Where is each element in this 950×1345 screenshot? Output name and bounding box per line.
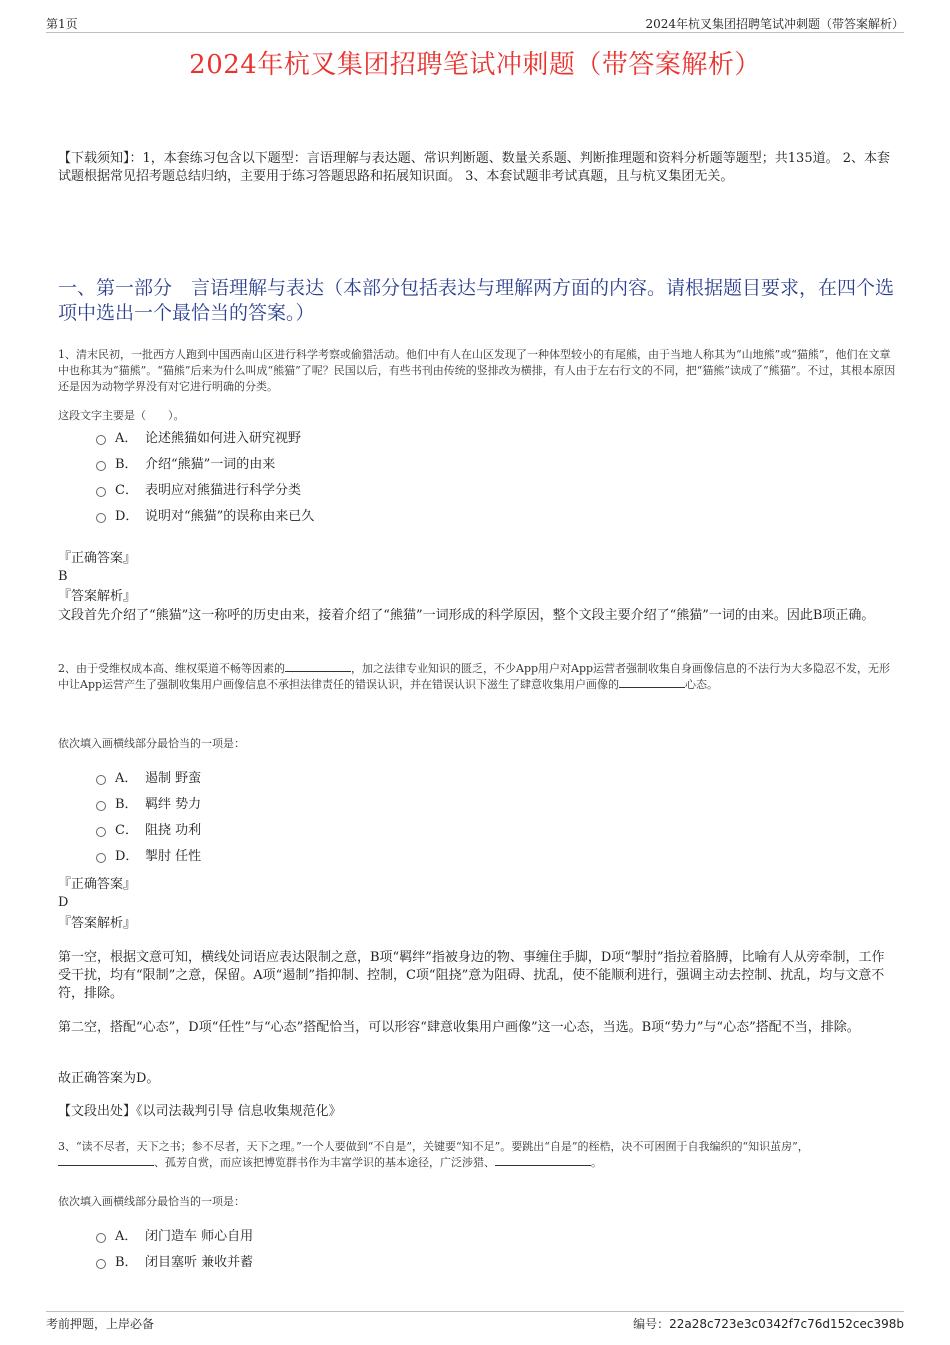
fill-blank bbox=[285, 671, 351, 672]
footer-slogan: 考前押题，上岸必备 bbox=[46, 1317, 155, 1331]
radio-button[interactable] bbox=[96, 853, 106, 863]
radio-button[interactable] bbox=[96, 513, 106, 523]
question-1-analysis-label: 『答案解析』 bbox=[58, 589, 137, 604]
question-2-analysis-label: 『答案解析』 bbox=[58, 916, 137, 931]
question-2-source: 【文段出处】《以司法裁判引导 信息收集规范化》 bbox=[58, 1104, 342, 1119]
radio-button[interactable] bbox=[96, 461, 106, 471]
fill-blank bbox=[495, 1165, 591, 1166]
radio-button[interactable] bbox=[96, 435, 106, 445]
download-notice: 【下载须知】：1，本套练习包含以下题型：言语理解与表达题、常识判断题、数量关系题、判断推理题和资料分析题等题型；共135道。 2、本套试题根据常见招考题总结归纳，主要用于练习答题思路和拓展知识面。 3、本套试题非考试真题，且与杭叉集团无关。 bbox=[58, 151, 890, 184]
question-2-prompt: 依次填入画横线部分最恰当的一项是： bbox=[58, 737, 245, 750]
question-2-answer: D bbox=[58, 895, 69, 910]
page-title: 2024年杭叉集团招聘笔试冲刺题（带答案解析） bbox=[189, 50, 761, 80]
radio-button[interactable] bbox=[96, 487, 106, 497]
page-number: 第1页 bbox=[46, 17, 78, 31]
question-1-answer-label: 『正确答案』 bbox=[58, 551, 137, 566]
fill-blank bbox=[58, 1165, 154, 1166]
footer-code: 编号：22a28c723e3c0342f7c76d152cec398b bbox=[633, 1317, 904, 1331]
question-1-text: 1、清末民初，一批西方人跑到中国西南山区进行科学考察或偷猎活动。他们中有人在山区发现了一种体型较小的有尾熊，由于当地人称其为“山地熊”或“猫熊”，他们在文章中也称其为“猫熊”。“猫熊”后来为什么叫成“熊猫”了呢？民国以后，有些书刊由传统的竖排改为横排，有人由于左右行文的不同，把“猫熊”读成了“熊猫”。不过，其根本原因还是因为动物学界没有对它进行明确的分类。 bbox=[58, 348, 896, 393]
document-page: 第1页 2024年杭叉集团招聘笔试冲刺题（带答案解析） 2024年杭叉集团招聘笔试冲刺题（带答案解析） 【下载须知】：1，本套练习包含以下题型：言语理解与表达题、常识判断题、数量关系题、判断推理题和资料分析题等题型；共135道。 2、本套试题根据常见招考题总结归纳，主要用于练习答题思路和拓展知识面。 3、本套试题非考试真题，且与杭叉集团无关。 一、第一部分 言语理解与表达（本部分包括表达与理解两方面的内容。请根据题目要求，在四个选项中选出一个最恰当的答案。） 1、清末民初，一批西方人跑到中国西南山区进行科学考察或偷猎活动。他们中有人在山区发现了一种体型较小的有尾熊，由于当地人称其为“山地熊”或“猫熊”，他们在文章中也称其为“猫熊”。“猫熊”后来为什么叫成“熊猫”了呢？民国以后，有些书刊由传统的竖排改为横排，有人由于左右行文的不同，把“猫熊”读成了“熊猫”。不过，其根本原因还是因为动物学界没有对它进行明确的分类。 这段文字主要是（ ）。 A． 论述熊猫如何进入研究视野 B． 介绍“熊猫”一词的由来 C． 表明应对熊猫进行科学分类 D． 说明对“熊猫”的误称由来已久 『正确答案』 B 『答案解析』 文段首先介绍了“熊猫”这一称呼的历史由来，接着介绍了“熊猫”一词形成的科学原因，整个文段主要介绍了“熊猫”一词的由来。因此B项正确。 2、由于受维权成本高、维权渠道不畅等因素的 ，加之法律专业知识的匮乏，不少App用户对App运营者强制收集自身画像信息的不法行为大多隐忍不发，无形中让App运营产生了强制收集用户画像信息不承担法律责任的错误认识，并在错误认识下滋生了肆意收集用户画像的 心态。 依次填入画横线部分最恰当的一项是： A． 遏制 野蛮 B． 羁绊 势力 C． 阻挠 功利 D． 掣肘 任性 『正确答案』 D 『答案解析』 第一空，根据文意可知，横线处词语应表达限制之意，B项“羁绊”指被身边的物、事缠住手脚，D项“掣肘”指拉着胳膊，比喻有人从旁牵制，工作受干扰，均有“限制”之意，保留。A项“遏制”指抑制、控制，C项“阻挠”意为阻碍、扰乱，使不能顺利进行，强调主动去控制、扰乱，均与文意不符，排除。 第二空，搭配“心态”，D项“任性”与“心态”搭配恰当，可以形容“肆意收集用户画像”这一心态，当选。B项“势力”与“心态”搭配不当，排除。 故正确答案为D。 【文段出处】《以司法裁判引导 信息收集规范化》 3、“读不尽者，天下之书；参不尽者，天下之理。”一个人要做到“不自是”，关键要“知不足”。要跳出“自是”的桎梏，决不可困囿于自我编织的“知识茧房”，、孤芳自赏，而应该把博览群书作为丰富学识的基本途径，广泛涉猎、 。 依次填入画横线部分最恰当的一项是： A． 闭门造车 师心自用 B． 闭目塞听 兼收并蓄 考前押题，上岸必备 编号：22a28c723e3c0342f7c76d152cec398b bbox=[0, 0, 950, 1345]
question-3-text: 3、“读不尽者，天下之书；参不尽者，天下之理。”一个人要做到“不自是”，关键要“知不足”。要跳出“自是”的桎梏，决不可困囿于自我编织的“知识茧房”，、孤芳自赏，而应该把博览群书作为丰富学识的基本途径，广泛涉猎、 。 bbox=[58, 1140, 809, 1169]
radio-button[interactable] bbox=[96, 827, 106, 837]
question-2-analysis-1: 第一空，根据文意可知，横线处词语应表达限制之意，B项“羁绊”指被身边的物、事缠住手脚，D项“掣肘”指拉着胳膊，比喻有人从旁牵制，工作受干扰，均有“限制”之意，保留。A项“遏制”指抑制、控制，C项“阻挠”意为阻碍、扰乱，使不能顺利进行，强调主动去控制、扰乱，均与文意不符，排除。 bbox=[58, 950, 885, 1001]
radio-button[interactable] bbox=[96, 801, 106, 811]
radio-button[interactable] bbox=[96, 775, 106, 785]
question-2-analysis-3: 故正确答案为D。 bbox=[58, 1071, 160, 1086]
question-2-analysis-2: 第二空，搭配“心态”，D项“任性”与“心态”搭配恰当，可以形容“肆意收集用户画像”这一心态，当选。B项“势力”与“心态”搭配不当，排除。 bbox=[58, 1020, 860, 1035]
question-1-analysis: 文段首先介绍了“熊猫”这一称呼的历史由来，接着介绍了“熊猫”一词形成的科学原因，整个文段主要介绍了“熊猫”一词的由来。因此B项正确。 bbox=[58, 608, 875, 623]
question-2-text: 2、由于受维权成本高、维权渠道不畅等因素的 ，加之法律专业知识的匮乏，不少App用户对App运营者强制收集自身画像信息的不法行为大多隐忍不发，无形中让App运营产生了强制收集用户画像信息不承担法律责任的错误认识，并在错误认识下滋生了肆意收集用户画像的 心态。 bbox=[58, 662, 891, 691]
question-2-answer-label: 『正确答案』 bbox=[58, 877, 137, 892]
section-heading: 一、第一部分 言语理解与表达（本部分包括表达与理解两方面的内容。请根据题目要求，在四个选项中选出一个最恰当的答案。） bbox=[58, 277, 895, 324]
radio-button[interactable] bbox=[96, 1259, 106, 1269]
question-3-prompt: 依次填入画横线部分最恰当的一项是： bbox=[58, 1195, 245, 1208]
question-1-prompt: 这段文字主要是（ ）。 bbox=[58, 409, 185, 422]
page-footer bbox=[46, 1311, 904, 1332]
page-header bbox=[46, 14, 904, 33]
header-doc-title: 2024年杭叉集团招聘笔试冲刺题（带答案解析） bbox=[645, 17, 904, 31]
radio-button[interactable] bbox=[96, 1233, 106, 1243]
fill-blank bbox=[619, 687, 685, 688]
question-1-answer: B bbox=[58, 569, 68, 584]
